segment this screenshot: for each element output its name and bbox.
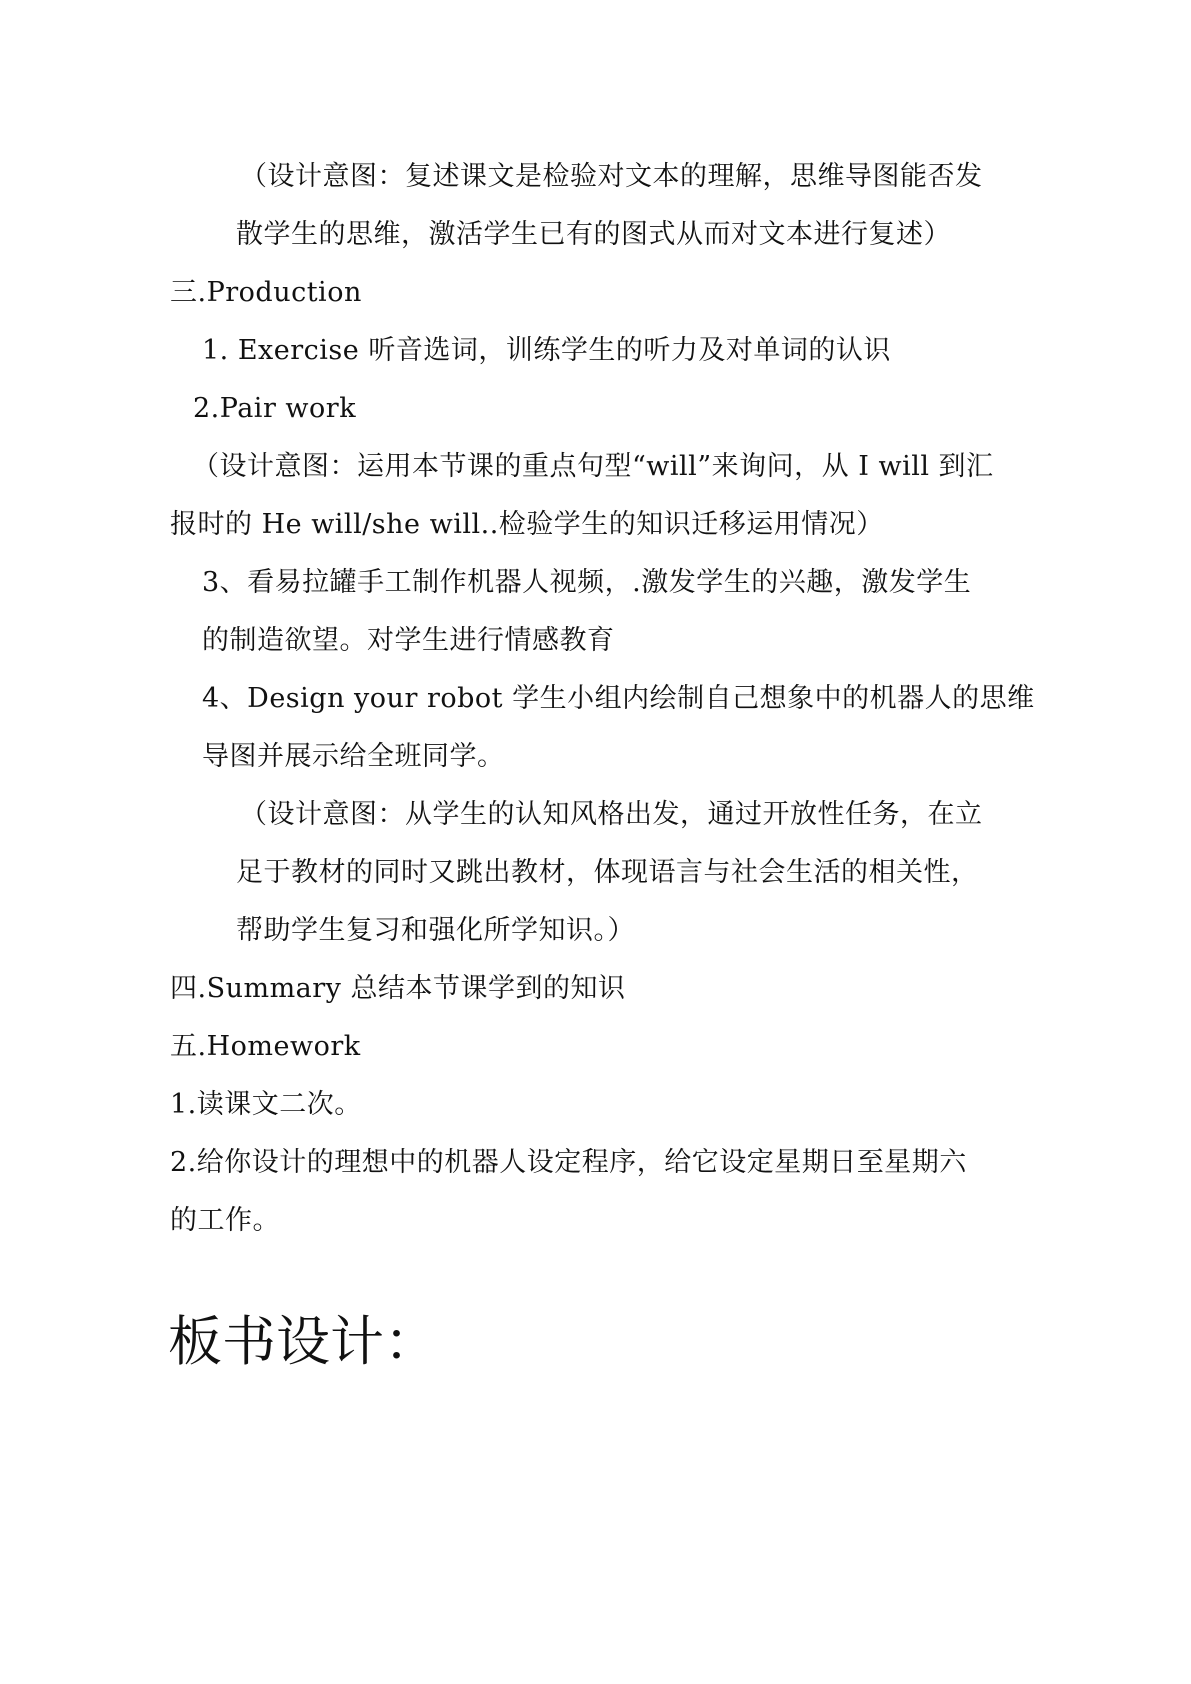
production-item-design-robot-line-1: 4、Design your robot 学生小组内绘制自己想象中的机器人的思维	[202, 683, 1035, 714]
production-item-video-line-1: 3、看易拉罐手工制作机器人视频，.激发学生的兴趣，激发学生	[202, 567, 972, 598]
design-intent-3-line-3: 帮助学生复习和强化所学知识。）	[236, 915, 635, 946]
design-intent-2-line-2: 报时的 He will/she will..检验学生的知识迁移运用情况）	[170, 509, 884, 540]
design-intent-3-line-2: 足于教材的同时又跳出教材，体现语言与社会生活的相关性，	[236, 857, 979, 888]
board-design-heading: 板书设计：	[168, 1310, 438, 1373]
section-homework-heading: 五.Homework	[170, 1031, 361, 1062]
production-item-video-line-2: 的制造欲望。对学生进行情感教育	[202, 625, 615, 656]
production-item-exercise: 1. Exercise 听音选词，训练学生的听力及对单词的认识	[202, 335, 891, 366]
production-item-pair-work: 2.Pair work	[193, 393, 357, 424]
homework-item-1: 1.读课文二次。	[170, 1089, 362, 1120]
design-intent-1-line-2: 散学生的思维，激活学生已有的图式从而对文本进行复述）	[236, 219, 951, 250]
design-intent-2-line-1: （设计意图：运用本节课的重点句型“will”来询问，从 I will 到汇	[192, 451, 994, 482]
section-summary-heading: 四.Summary 总结本节课学到的知识	[170, 973, 626, 1004]
design-intent-1-line-1: （设计意图：复述课文是检验对文本的理解，思维导图能否发	[240, 161, 983, 192]
design-intent-3-line-1: （设计意图：从学生的认知风格出发，通过开放性任务，在立	[240, 799, 983, 830]
homework-item-2-line-2: 的工作。	[170, 1205, 280, 1236]
production-item-design-robot-line-2: 导图并展示给全班同学。	[202, 741, 505, 772]
homework-item-2-line-1: 2.给你设计的理想中的机器人设定程序，给它设定星期日至星期六	[170, 1147, 967, 1178]
section-production-heading: 三.Production	[170, 277, 362, 308]
